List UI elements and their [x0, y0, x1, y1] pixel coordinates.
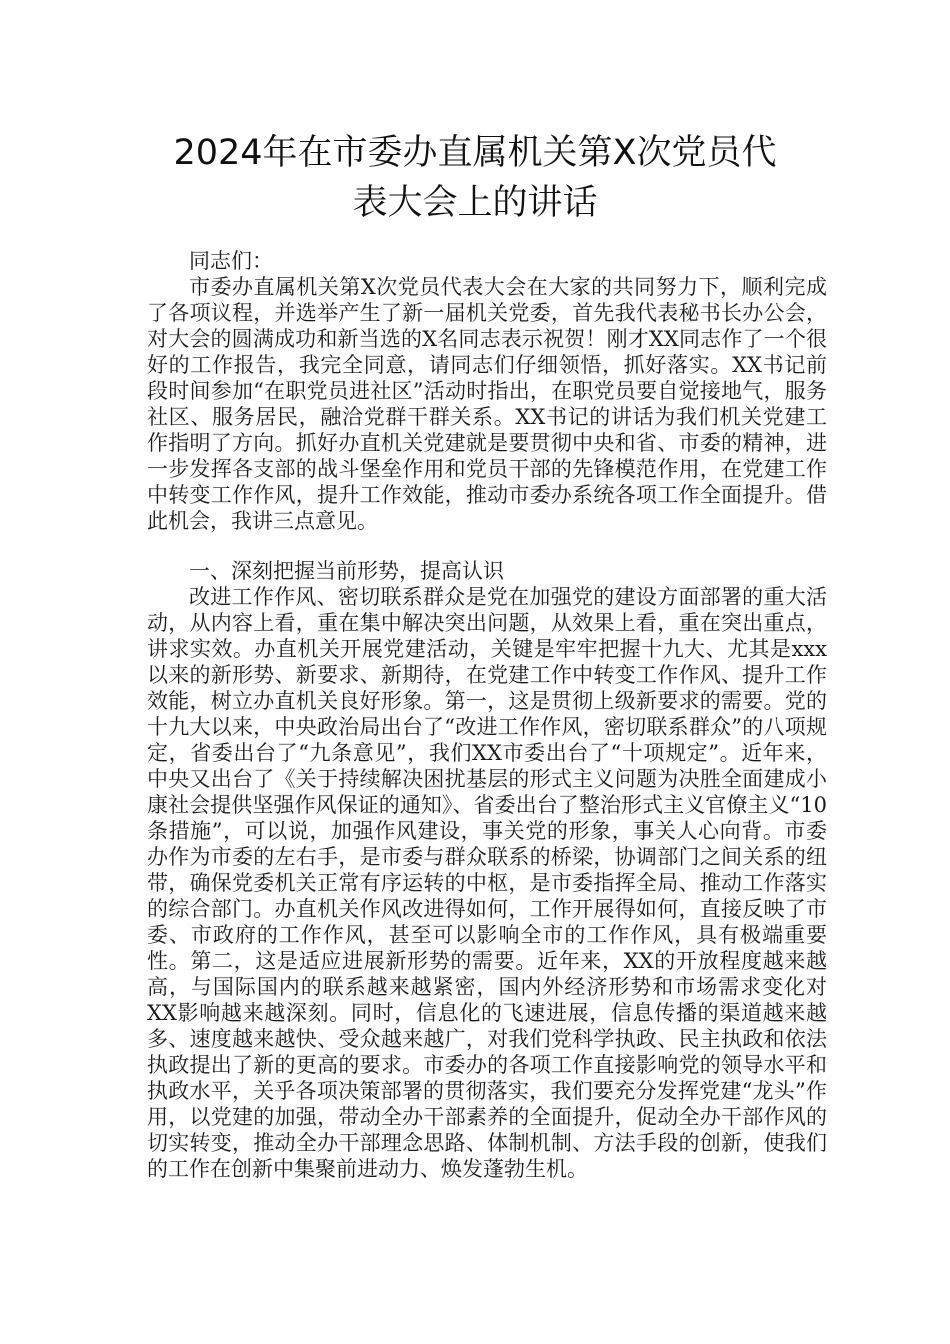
paragraph-opening: 市委办直属机关第X次党员代表大会在大家的共同努力下，顺利完成了各项议程，并选举产生了新一届机关党委，首先我代表秘书长办公会，对大会的圆满成功和新当选的X名同志表示祝贺！刚才XX同志作了一个很好的工作报告，我完全同意，请同志们仔细领悟，抓好落实。XX书记前段时间参加“在职党员进社区”活动时指出，在职党员要自觉接地气，服务社区、服务居民，融洽党群干群关系。XX书记的讲话为我们机关党建工作指明了方向。抓好办直机关党建就是要贯彻中央和省、市委的精神，进一步发挥各支部的战斗堡垒作用和党员干部的先锋模范作用，在党建工作中转变工作作风，提升工作效能，推动市委办系统各项工作全面提升。借此机会，我讲三点意见。 [147, 275, 827, 533]
salutation: 同志们： [189, 249, 273, 273]
title-line-1: 2024年在市委办直属机关第X次党员代 [173, 133, 777, 173]
title-line-2: 表大会上的讲话 [352, 183, 598, 223]
document-body [147, 248, 827, 1182]
document-title [100, 128, 850, 228]
section-heading-1: 一、深刻把握当前形势，提高认识 [189, 559, 504, 583]
paragraph-gap [147, 534, 827, 558]
paragraph-section-1: 改进工作作风、密切联系群众是党在加强党的建设方面部署的重大活动，从内容上看，重在集中解决突出问题，从效果上看，重在突出重点，讲求实效。办直机关开展党建活动，关键是牢牢把握十九大、尤其是xxx以来的新形势、新要求、新期待，在党建工作中转变工作作风、提升工作效能，树立办直机关良好形象。第一，这是贯彻上级新要求的需要。党的十九大以来，中央政治局出台了“改进工作作风，密切联系群众”的八项规定，省委出台了“九条意见”，我们XX市委出台了“十项规定”。近年来，中央又出台了《关于持续解决困扰基层的形式主义问题为决胜全面建成小康社会提供坚强作风保证的通知》、省委出台了整治形式主义官僚主义“10条措施”，可以说，加强作风建设，事关党的形象，事关人心向背。市委办作为市委的左右手，是市委与群众联系的桥梁，协调部门之间关系的纽带，确保党委机关正常有序运转的中枢，是市委指挥全局、推动工作落实的综合部门。办直机关作风改进得如何，工作开展得如何，直接反映了市委、市政府的工作作风，甚至可以影响全市的工作作风，具有极端重要性。第二，这是适应进展新形势的需要。近年来，XX的开放程度越来越高，与国际国内的联系越来越紧密，国内外经济形势和市场需求变化对XX影响越来越深刻。同时，信息化的飞速进展，信息传播的渠道越来越多、速度越来越快、受众越来越广，对我们党科学执政、民主执政和依法执政提出了新的更高的要求。市委办的各项工作直接影响党的领导水平和执政水平，关乎各项决策部署的贯彻落实，我们要充分发挥党建“龙头”作用，以党建的加强，带动全办干部素养的全面提升，促动全办干部作风的切实转变，推动全办干部理念思路、体制机制、方法手段的创新，使我们的工作在创新中集聚前进动力、焕发蓬勃生机。 [147, 585, 827, 1181]
